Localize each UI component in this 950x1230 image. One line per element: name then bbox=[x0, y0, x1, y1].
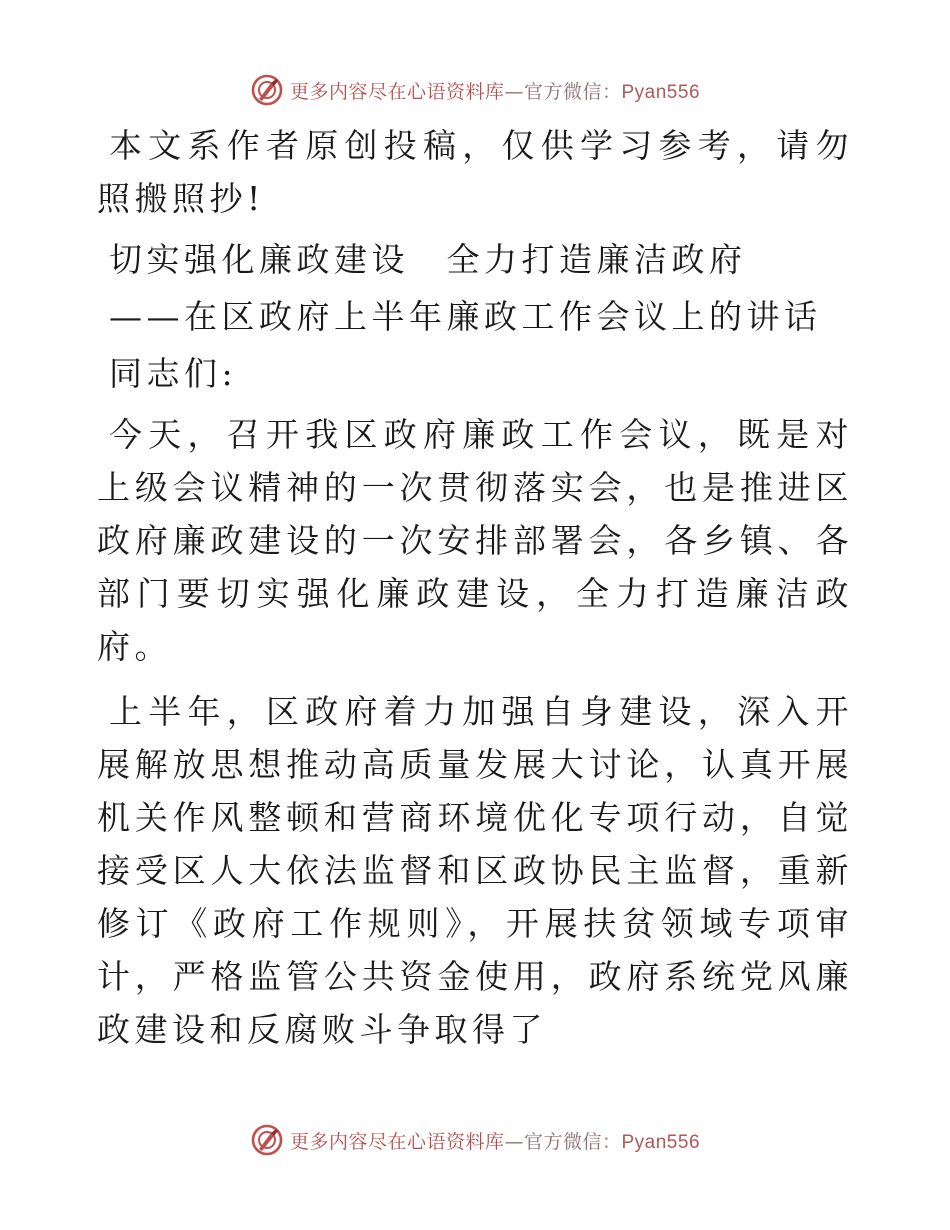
watermark-text bbox=[290, 77, 700, 104]
document-body bbox=[97, 119, 853, 1064]
salutation: 同志们: bbox=[109, 354, 238, 393]
watermark-text bbox=[290, 1127, 700, 1154]
footer-watermark bbox=[0, 1120, 950, 1160]
brand-logo-icon bbox=[250, 1123, 284, 1157]
watermark-brand: 更多内容尽在心语资料库 bbox=[289, 80, 505, 103]
watermark-separator: — bbox=[504, 1130, 524, 1153]
watermark-separator: — bbox=[504, 80, 524, 103]
header-watermark bbox=[0, 70, 950, 110]
watermark-wechat-id: Pyan556 bbox=[621, 81, 701, 103]
body-paragraph-1: 今天，召开我区政府廉政工作会议，既是对上级会议精神的一次贯彻落实会，也是推进区政府廉政建设的一次安排部署会，各乡镇、各部门要切实强化廉政建设，全力打造廉洁政府。 bbox=[97, 415, 853, 666]
watermark-wechat-id: Pyan556 bbox=[621, 1131, 701, 1153]
document-subtitle: ——在区政府上半年廉政工作会议上的讲话 bbox=[109, 297, 822, 336]
brand-logo-icon bbox=[250, 73, 284, 107]
document-title: 切实强化廉政建设 全力打造廉洁政府 bbox=[109, 240, 747, 279]
watermark-wechat-label: 官方微信： bbox=[523, 80, 622, 103]
copyright-notice: 本文系作者原创投稿，仅供学习参考，请勿照搬照抄! bbox=[97, 126, 853, 218]
body-paragraph-2: 上半年，区政府着力加强自身建设，深入开展解放思想推动高质量发展大讨论，认真开展机关作风整顿和营商环境优化专项行动，自觉接受区人大依法监督和区政协民主监督，重新修订《政府工作规则》，开展扶贫领域专项审计，严格监管公共资金使用，政府系统党风廉政建设和反腐败斗争取得了 bbox=[97, 692, 853, 1049]
watermark-wechat-label: 官方微信： bbox=[523, 1130, 622, 1153]
watermark-brand: 更多内容尽在心语资料库 bbox=[289, 1130, 505, 1153]
